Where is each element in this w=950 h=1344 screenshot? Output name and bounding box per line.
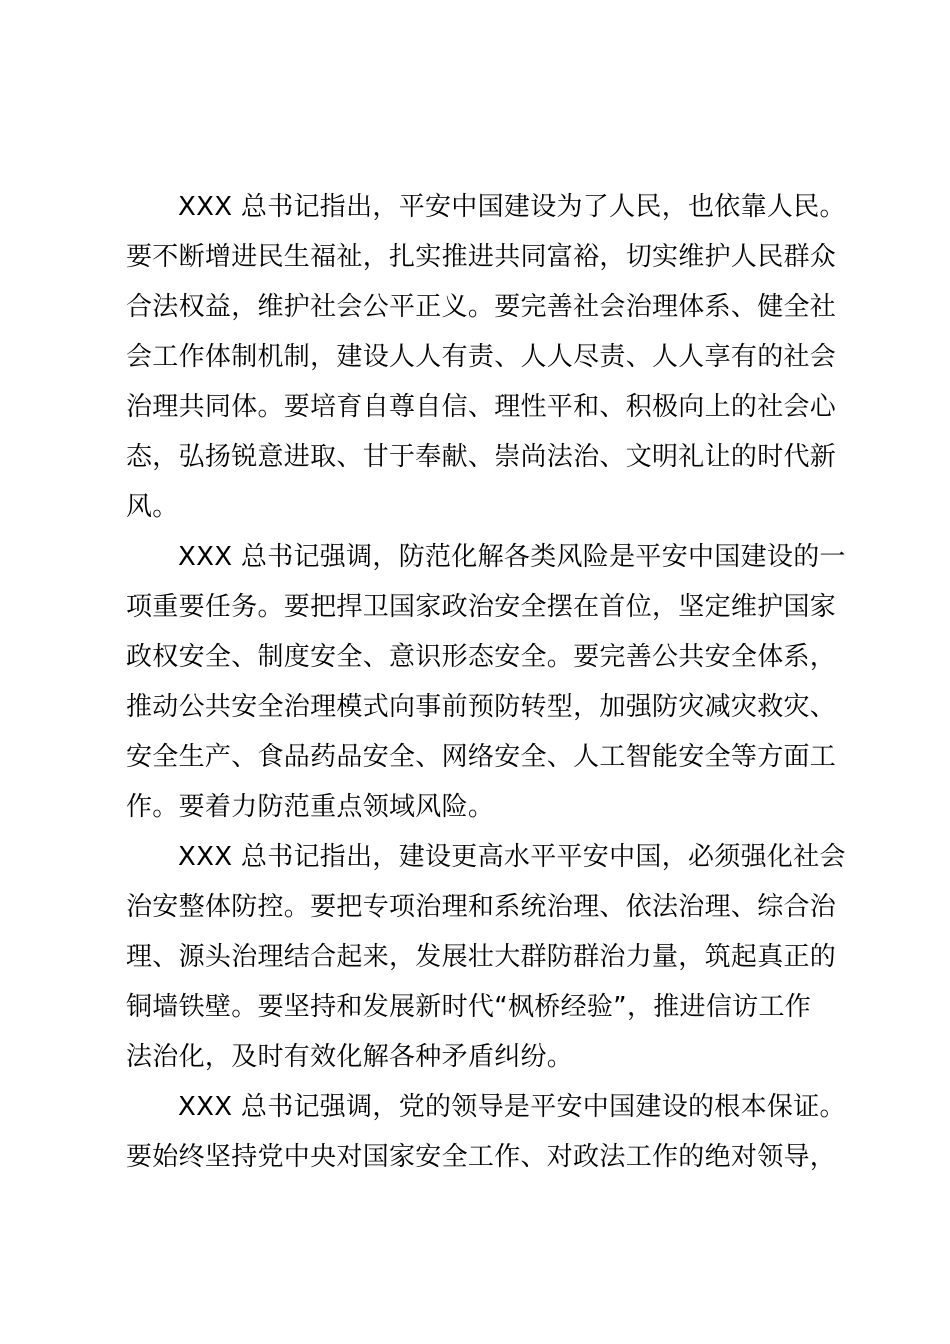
- paragraph-2: [126, 532, 846, 832]
- text-line: 安全生产、食品药品安全、网络安全、人工智能安全等方面工: [126, 742, 837, 772]
- text-line: 风。: [126, 492, 179, 522]
- text-line: XXX 总书记指出，建设更高水平平安中国，必须强化社会: [178, 842, 846, 872]
- document-body: [126, 182, 846, 1182]
- text-line: XXX 总书记强调，党的领导是平安中国建设的根本保证。: [178, 1092, 846, 1122]
- text-line: 合法权益，维护社会公平正义。要完善社会治理体系、健全社: [126, 292, 837, 322]
- text-line: 态，弘扬锐意进取、甘于奉献、崇尚法治、文明礼让的时代新: [126, 442, 837, 472]
- text-line: 推动公共安全治理模式向事前预防转型，加强防灾减灾救灾、: [126, 692, 837, 722]
- paragraph-4: [126, 1082, 846, 1182]
- text-line: 项重要任务。要把捍卫国家政治安全摆在首位，坚定维护国家: [126, 592, 837, 622]
- text-line: 法治化，及时有效化解各种矛盾纠纷。: [126, 1042, 574, 1072]
- text-line: 要始终坚持党中央对国家安全工作、对政法工作的绝对领导，: [126, 1142, 837, 1172]
- text-line: XXX 总书记强调，防范化解各类风险是平安中国建设的一: [178, 542, 846, 572]
- text-line: XXX 总书记指出，平安中国建设为了人民，也依靠人民。: [178, 192, 846, 222]
- paragraph-3: [126, 832, 846, 1082]
- text-line: 要不断增进民生福祉，扎实推进共同富裕，切实维护人民群众: [126, 242, 837, 272]
- text-line: 治理共同体。要培育自尊自信、理性平和、积极向上的社会心: [126, 392, 837, 422]
- paragraph-1: [126, 182, 846, 532]
- text-line: 治安整体防控。要把专项治理和系统治理、依法治理、综合治: [126, 892, 837, 922]
- text-line: 会工作体制机制，建设人人有责、人人尽责、人人享有的社会: [126, 342, 837, 372]
- text-line: 作。要着力防范重点领域风险。: [126, 792, 495, 822]
- text-line: 理、源头治理结合起来，发展壮大群防群治力量，筑起真正的: [126, 942, 837, 972]
- text-line: 政权安全、制度安全、意识形态安全。要完善公共安全体系，: [126, 642, 837, 672]
- text-line: 铜墙铁壁。要坚持和发展新时代“枫桥经验”，推进信访工作: [126, 992, 812, 1022]
